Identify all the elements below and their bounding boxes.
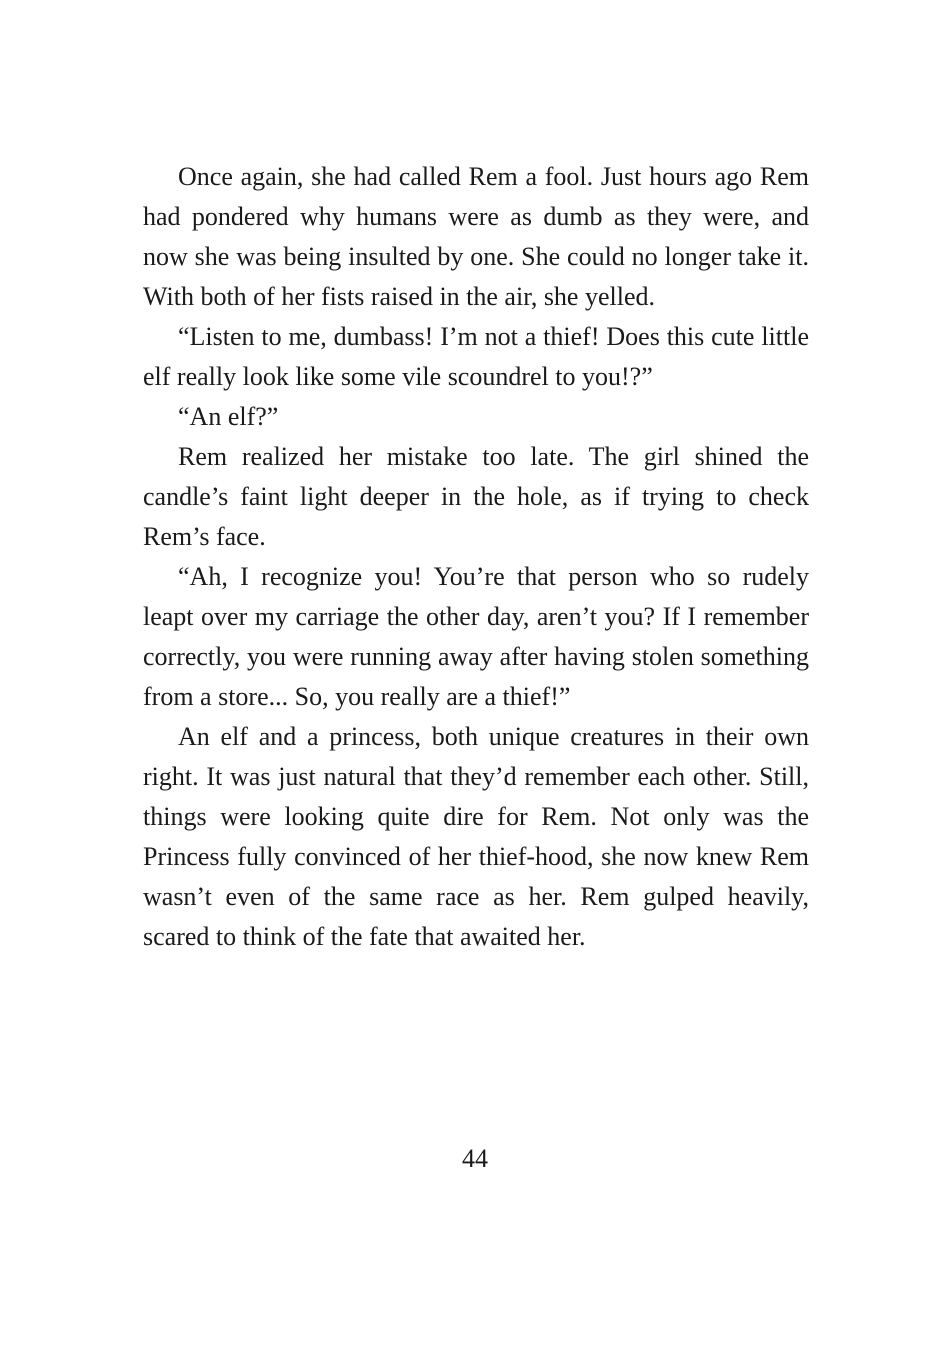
paragraph: An elf and a princess, both unique creatures in their own right. It was just natural that they’d remember each other. Still, things were looking quite dire for Rem. Not only was the Princess fully convinced of her thief-hood, she now knew Rem wasn’t even of the same race as her. Rem gulped heavily, scared to think of the fate that awaited her. [143, 722, 809, 951]
paragraph: “An elf?” [178, 402, 279, 431]
paragraph: “Ah, I recognize you! You’re that person who so rudely leapt over my carriage the other day, aren’t you? If I remember correctly, you were running away after having stolen something from a store... So, you really are a thief!” [143, 562, 809, 711]
body-text [143, 157, 809, 957]
paragraph: Rem realized her mistake too late. The girl shined the candle’s faint light deeper in the hole, as if trying to check Rem’s face. [143, 442, 809, 551]
paragraph: “Listen to me, dumbass! I’m not a thief! Does this cute little elf really look like some vile scoundrel to you!?” [143, 322, 809, 391]
paragraph: Once again, she had called Rem a fool. Just hours ago Rem had pondered why humans were as dumb as they were, and now she was being insulted by one. She could no longer take it. With both of her fists raised in the air, she yelled. [143, 162, 809, 311]
page-number: 44 [462, 1144, 488, 1173]
